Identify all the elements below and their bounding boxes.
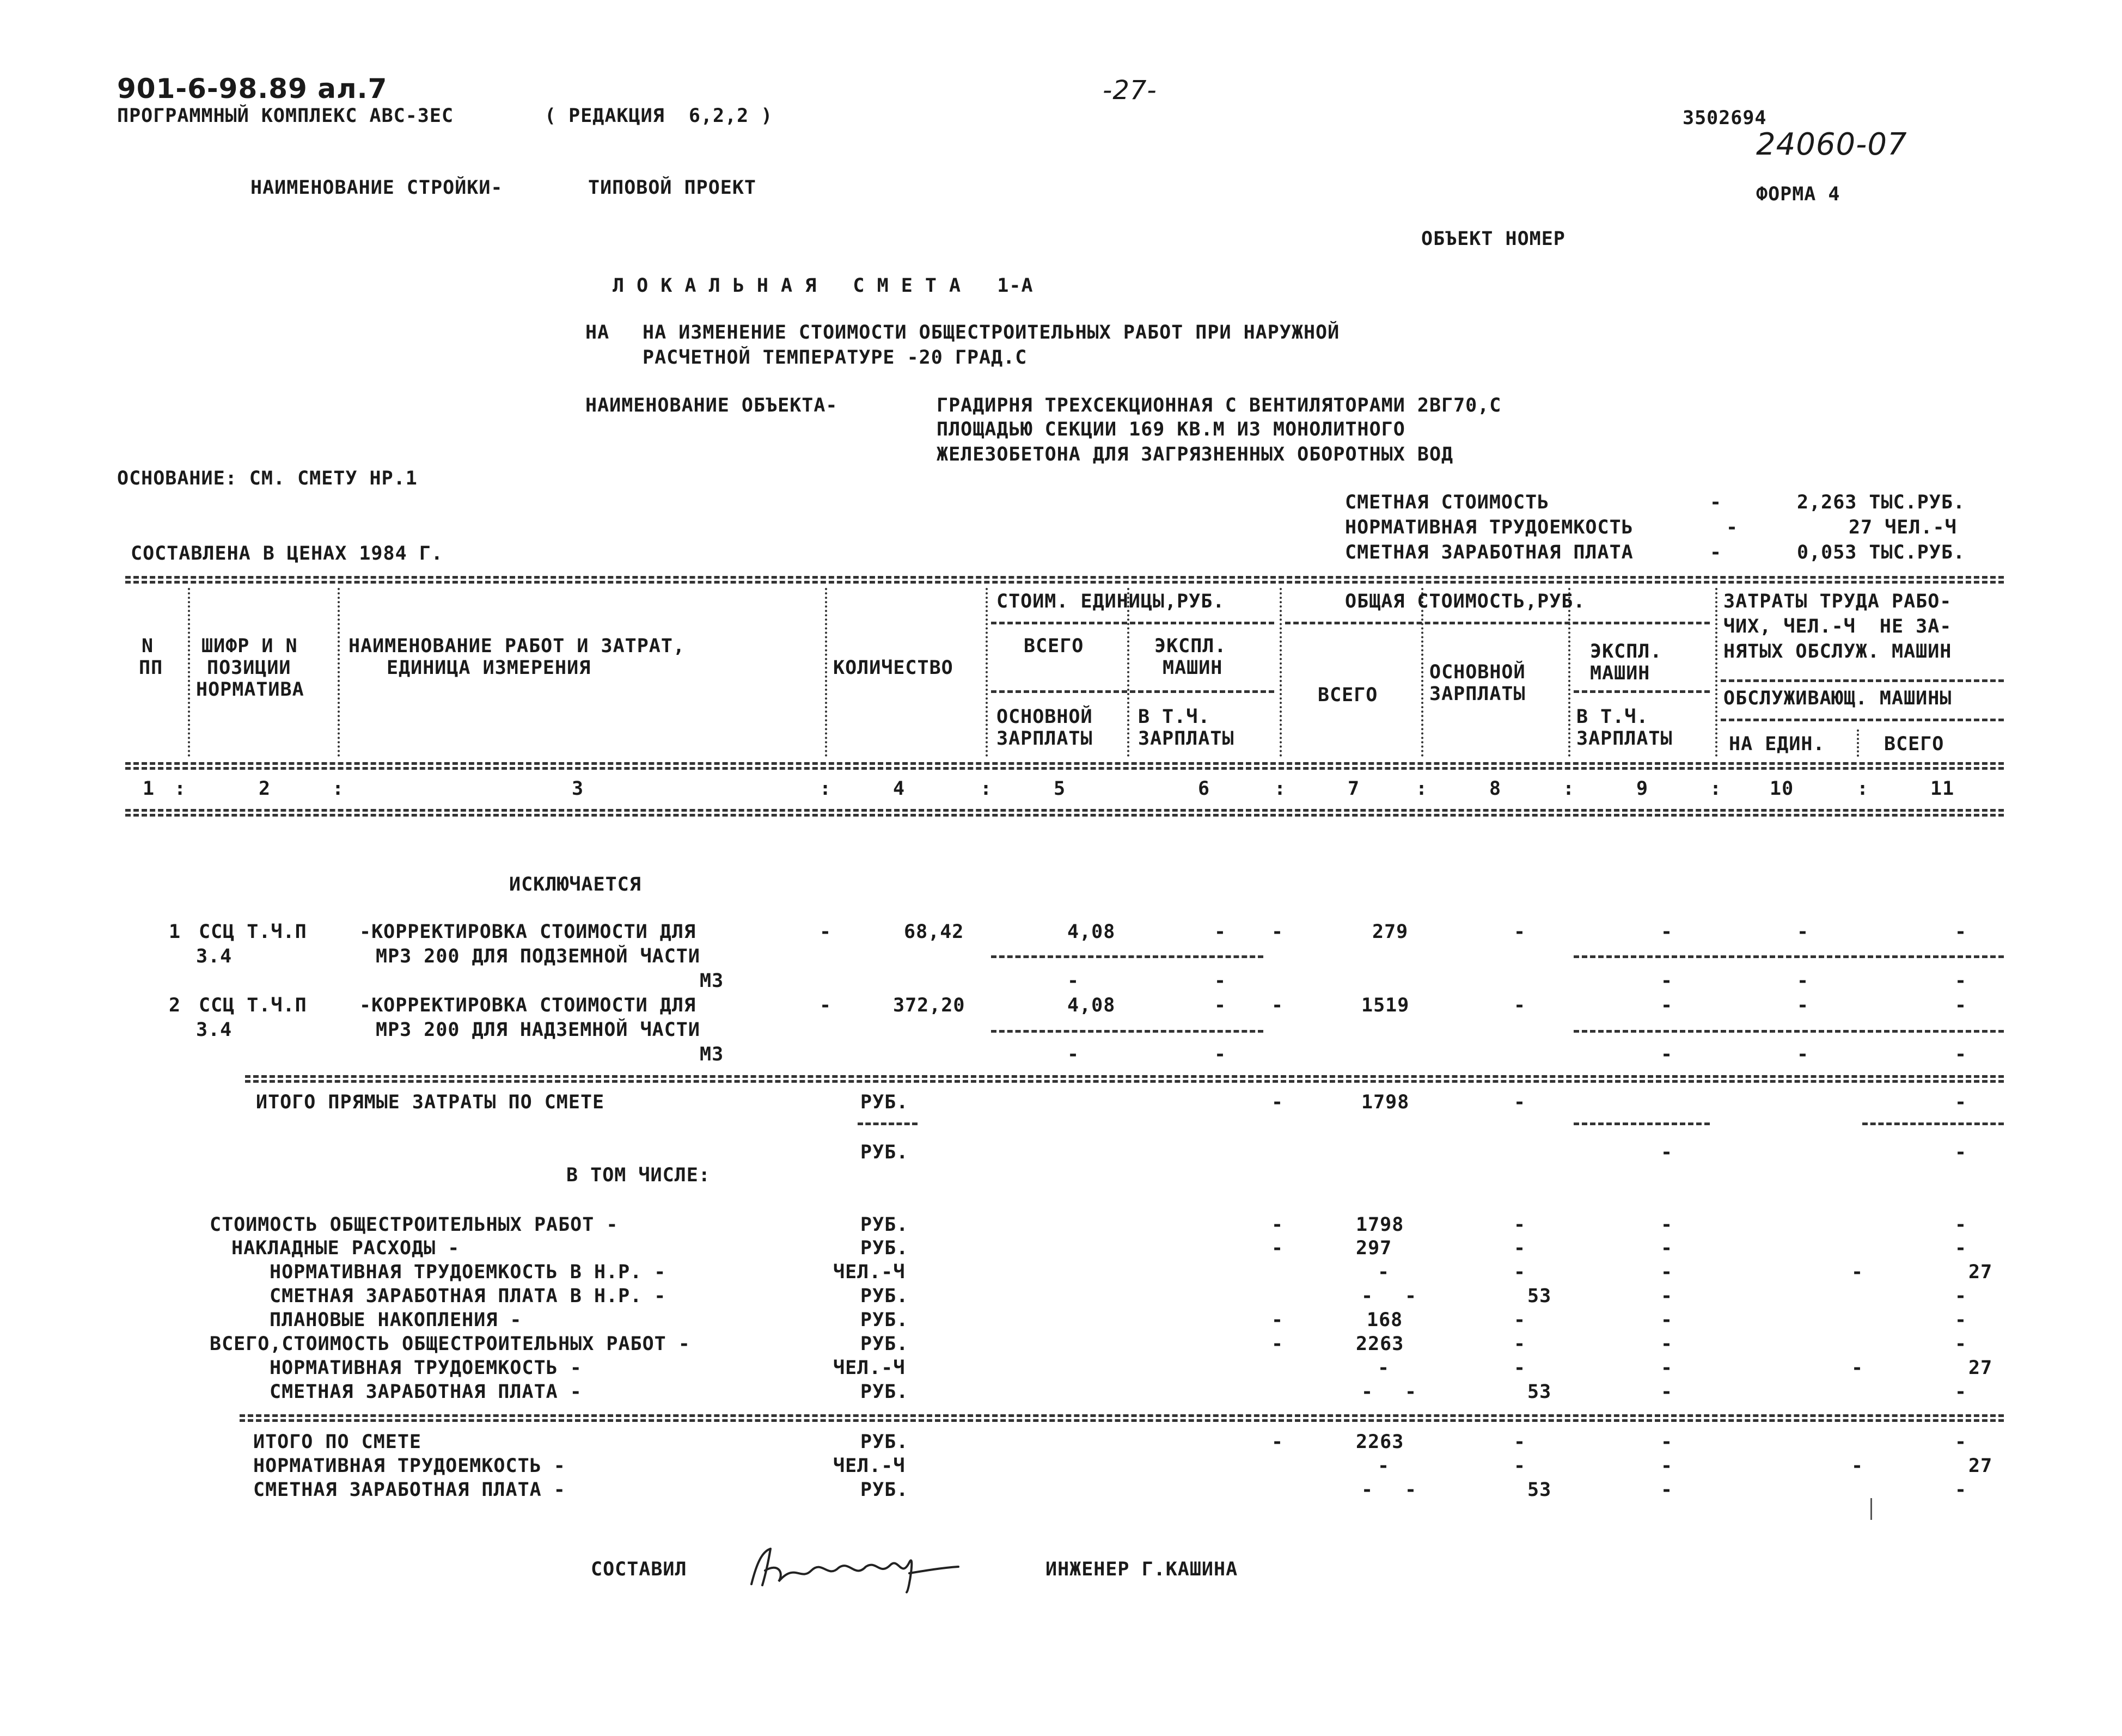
dash: - (1271, 921, 1284, 943)
including-title: В ТОМ ЧИСЛЕ: (566, 1164, 711, 1186)
dash: - (1514, 1237, 1526, 1259)
labor-header-1: ЗАТРАТЫ ТРУДА РАБО- (1723, 591, 1952, 612)
breakdown-total: 297 (1356, 1237, 1392, 1259)
item-1-unit-cost: 4,08 (1067, 921, 1116, 943)
dash: - (1271, 1333, 1284, 1355)
labor-sub-rule (1721, 679, 2004, 682)
dash: - (1661, 970, 1673, 992)
total-cost-group-rule (1285, 622, 1710, 624)
col-sep: : (1274, 778, 1287, 800)
col-divider (1857, 729, 1859, 757)
estimate-title: Л О К А Л Ь Н А Я С М Е Т А 1-А (613, 275, 1034, 297)
header-bottom-rule (125, 762, 2004, 765)
unit-rule (858, 1122, 918, 1125)
dash: - (1851, 1357, 1864, 1379)
dash: - (1797, 995, 1809, 1016)
row-rule (1574, 1030, 2004, 1033)
dash: - (1361, 1381, 1374, 1403)
dash: - (1955, 1309, 1967, 1331)
totals-unit: ЧЕЛ.-Ч (833, 1455, 906, 1477)
table-top-rule-2 (125, 581, 2004, 584)
summary-cost-value: 2,263 ТЫС.РУБ. (1797, 492, 1966, 513)
item-2-unit-cost: 4,08 (1067, 995, 1116, 1016)
total-machine-sub-rule (1574, 690, 1710, 693)
dash: - (1661, 1381, 1673, 1403)
direct-costs-total: 1798 (1361, 1091, 1410, 1113)
object-label: НАИМЕНОВАНИЕ ОБЪЕКТА- (585, 395, 838, 416)
col-number-1: 1 (143, 778, 155, 800)
item-2-quantity: 372,20 (893, 995, 965, 1016)
total-cost-header: ОБЩАЯ СТОИМОСТЬ,РУБ. (1345, 591, 1586, 612)
breakdown-labor: 27 (1968, 1357, 1993, 1379)
page-number: -27- (1103, 75, 1157, 106)
dash: - (1661, 1479, 1673, 1501)
colnum-bottom-rule-2 (125, 814, 2004, 817)
dash: - (1378, 1261, 1390, 1283)
col-sep: : (332, 778, 345, 800)
row-rule (991, 1030, 1263, 1033)
totals-label: ИТОГО ПО СМЕТЕ (253, 1431, 422, 1453)
subject-line-2: РАСЧЕТНОЙ ТЕМПЕРАТУРЕ -20 ГРАД.С (643, 347, 1028, 369)
program-name: ПРОГРАММНЫЙ КОМПЛЕКС АВС-3ЕС (117, 105, 454, 127)
object-line-1: ГРАДИРНЯ ТРЕХСЕКЦИОННАЯ С ВЕНТИЛЯТОРАМИ 2ВГ70,С (937, 395, 1502, 416)
item-1-name-2: МРЗ 200 ДЛЯ ПОДЗЕМНОЙ ЧАСТИ (376, 946, 700, 967)
breakdown-unit: РУБ. (860, 1214, 909, 1236)
engineer-name: ИНЖЕНЕР Г.КАШИНА (1045, 1559, 1238, 1580)
dash: - (820, 921, 832, 943)
dash: - (1851, 1261, 1864, 1283)
dash: - (1271, 1431, 1284, 1453)
dash: - (1661, 1214, 1673, 1236)
totals-labor: 27 (1968, 1455, 1993, 1477)
dash: - (1955, 1237, 1967, 1259)
unit-incl-wages-header-2: ЗАРПЛАТЫ (1138, 728, 1234, 750)
unit-wages-header-2: ЗАРПЛАТЫ (996, 728, 1093, 750)
dash: - (1361, 1285, 1374, 1307)
doc-code: 901-6-98.89 ал.7 (117, 73, 388, 105)
dash: - (1661, 1333, 1673, 1355)
col-number-10: 10 (1770, 778, 1794, 800)
summary-labor-value: 27 ЧЕЛ.-Ч (1849, 517, 1957, 538)
dash: - (1514, 995, 1526, 1016)
total-machines-header-1: ЭКСПЛ. (1590, 641, 1662, 662)
dash: - (1955, 1285, 1967, 1307)
col-number-7: 7 (1348, 778, 1360, 800)
col1-header-1: N (142, 635, 154, 657)
summary-cost-label: СМЕТНАЯ СТОИМОСТЬ (1345, 492, 1550, 513)
totals-wages: 53 (1527, 1479, 1552, 1501)
col2-header-3: НОРМАТИВА (196, 679, 304, 701)
row-rule (991, 955, 1263, 958)
item-1-number: 1 (169, 921, 181, 943)
item-1-total: 279 (1372, 921, 1409, 943)
col-sep: : (980, 778, 993, 800)
object-line-3: ЖЕЛЕЗОБЕТОНА ДЛЯ ЗАГРЯЗНЕННЫХ ОБОРОТНЫХ ВОД (937, 444, 1454, 465)
item-1-code: ССЦ Т.Ч.П (199, 921, 307, 943)
unit-machines-header-2: МАШИН (1163, 657, 1223, 679)
col-divider (338, 588, 340, 757)
labor-sub-rule-2 (1721, 719, 2004, 721)
breakdown-labor: 27 (1968, 1261, 1993, 1283)
col-divider (1127, 588, 1129, 757)
dash: - (1955, 1431, 1967, 1453)
summary-labor-dash: - (1726, 517, 1739, 538)
unit-cost-group-rule (991, 622, 1274, 624)
breakdown-bottom-rule (240, 1414, 2004, 1417)
subject-line-1: НА ИЗМЕНЕНИЕ СТОИМОСТИ ОБЩЕСТРОИТЕЛЬНЫХ РАБОТ ПРИ НАРУЖНОЙ (643, 322, 1340, 343)
dash: - (1214, 921, 1227, 943)
item-2-name: -КОРРЕКТИРОВКА СТОИМОСТИ ДЛЯ (359, 995, 696, 1016)
items-bottom-rule-2 (245, 1080, 2004, 1083)
pen-mark (1870, 1498, 1872, 1520)
direct-costs-label: ИТОГО ПРЯМЫЕ ЗАТРАТЫ ПО СМЕТЕ (256, 1091, 605, 1113)
breakdown-label: НОРМАТИВНАЯ ТРУДОЕМКОСТЬ - (270, 1357, 582, 1379)
dash: - (1271, 1214, 1284, 1236)
total-incl-wages-header-2: ЗАРПЛАТЫ (1576, 728, 1673, 750)
breakdown-unit: ЧЕЛ.-Ч (833, 1261, 906, 1283)
dash: - (1514, 1455, 1526, 1477)
dash: - (1378, 1357, 1390, 1379)
unit-cost-header: СТОИМ. ЕДИНИЦЫ,РУБ. (996, 591, 1225, 612)
item-2-code-position: 3.4 (196, 1019, 233, 1041)
col-divider (825, 588, 827, 757)
unit-total-header: ВСЕГО (1024, 635, 1084, 657)
row-rule (1574, 955, 2004, 958)
dash: - (1271, 1091, 1284, 1113)
item-1-unit: М3 (700, 970, 724, 992)
summary-wages-label: СМЕТНАЯ ЗАРАБОТНАЯ ПЛАТА (1345, 542, 1634, 563)
dash: - (1661, 1431, 1673, 1453)
direct-costs-unit: РУБ. (860, 1091, 909, 1113)
dash: - (1955, 1091, 1967, 1113)
dash: - (1661, 995, 1673, 1016)
dash: - (1405, 1479, 1417, 1501)
items-bottom-rule (245, 1075, 2004, 1078)
dash: - (820, 995, 832, 1016)
dash: - (1514, 1357, 1526, 1379)
total-wages-header-2: ЗАРПЛАТЫ (1429, 683, 1526, 705)
breakdown-label: НОРМАТИВНАЯ ТРУДОЕМКОСТЬ В Н.Р. - (270, 1261, 666, 1283)
totals-total: 2263 (1356, 1431, 1404, 1453)
breakdown-total: 168 (1367, 1309, 1403, 1331)
breakdown-label: СМЕТНАЯ ЗАРАБОТНАЯ ПЛАТА В Н.Р. - (270, 1285, 666, 1307)
breakdown-wages: 53 (1527, 1381, 1552, 1403)
breakdown-bottom-rule-2 (240, 1419, 2004, 1422)
dash: - (1955, 1333, 1967, 1355)
dash: - (1661, 1142, 1673, 1163)
object-line-2: ПЛОЩАДЬЮ СЕКЦИИ 169 КВ.М ИЗ МОНОЛИТНОГО (937, 419, 1405, 440)
col-sep: : (820, 778, 832, 800)
unit-incl-wages-header-1: В Т.Ч. (1138, 706, 1210, 728)
dash: - (1214, 995, 1227, 1016)
summary-wages-value: 0,053 ТЫС.РУБ. (1797, 542, 1966, 563)
totals-label: НОРМАТИВНАЯ ТРУДОЕМКОСТЬ - (253, 1455, 566, 1477)
dash: - (1661, 1309, 1673, 1331)
col-number-5: 5 (1054, 778, 1066, 800)
breakdown-unit: РУБ. (860, 1333, 909, 1355)
breakdown-unit: РУБ. (860, 1237, 909, 1259)
dash: - (1271, 1237, 1284, 1259)
labor-header-3: НЯТЫХ ОБСЛУЖ. МАШИН (1723, 641, 1952, 662)
dash: - (1797, 921, 1809, 943)
dash: - (1955, 1381, 1967, 1403)
signature-icon (746, 1541, 964, 1595)
direct-costs-unit-2: РУБ. (860, 1142, 909, 1163)
code-stamp: 3502694 (1683, 107, 1767, 129)
breakdown-total: 1798 (1356, 1214, 1404, 1236)
dash: - (1378, 1455, 1390, 1477)
form-label: ФОРМА 4 (1756, 183, 1840, 205)
dash: - (1514, 1091, 1526, 1113)
breakdown-wages: 53 (1527, 1285, 1552, 1307)
construction-value: ТИПОВОЙ ПРОЕКТ (588, 177, 757, 199)
col-number-4: 4 (893, 778, 906, 800)
breakdown-unit: ЧЕЛ.-Ч (833, 1357, 906, 1379)
dash: - (1661, 1285, 1673, 1307)
col3-header-1: НАИМЕНОВАНИЕ РАБОТ И ЗАТРАТ, (348, 635, 686, 657)
item-2-total: 1519 (1361, 995, 1410, 1016)
totals-label: СМЕТНАЯ ЗАРАБОТНАЯ ПЛАТА - (253, 1479, 566, 1501)
row-rule (1574, 1122, 1710, 1125)
construction-label: НАИМЕНОВАНИЕ СТРОЙКИ- (250, 177, 503, 199)
col-number-3: 3 (572, 778, 584, 800)
dash: - (1955, 970, 1967, 992)
totals-unit: РУБ. (860, 1479, 909, 1501)
header-bottom-rule-2 (125, 767, 2004, 770)
dash: - (1271, 1309, 1284, 1331)
col2-header-1: ШИФР И N (201, 635, 298, 657)
col-sep: : (1416, 778, 1428, 800)
row-rule (1862, 1122, 2004, 1125)
dash: - (1514, 1261, 1526, 1283)
dash: - (1514, 1214, 1526, 1236)
dash: - (1067, 1044, 1080, 1065)
subject-label: НА (585, 322, 610, 343)
dash: - (1661, 1237, 1673, 1259)
summary-cost-dash: - (1710, 492, 1722, 513)
compiled-by-label: СОСТАВИЛ (591, 1559, 687, 1580)
object-number-label: ОБЪЕКТ НОМЕР (1421, 228, 1565, 250)
breakdown-label: СТОИМОСТЬ ОБЩЕСТРОИТЕЛЬНЫХ РАБОТ - (210, 1214, 619, 1236)
total-total-header: ВСЕГО (1318, 684, 1378, 706)
col-sep: : (1857, 778, 1869, 800)
price-level: СОСТАВЛЕНА В ЦЕНАХ 1984 Г. (131, 543, 443, 565)
basis: ОСНОВАНИЕ: СМ. СМЕТУ НР.1 (117, 468, 418, 489)
dash: - (1661, 921, 1673, 943)
dash: - (1955, 1479, 1967, 1501)
dash: - (1661, 1455, 1673, 1477)
unit-machines-header-1: ЭКСПЛ. (1154, 635, 1227, 657)
program-edition: ( РЕДАКЦИЯ 6,2,2 ) (545, 105, 773, 127)
item-2-unit: М3 (700, 1044, 724, 1065)
col-sep: : (1710, 778, 1722, 800)
breakdown-unit: РУБ. (860, 1285, 909, 1307)
breakdown-label: ВСЕГО,СТОИМОСТЬ ОБЩЕСТРОИТЕЛЬНЫХ РАБОТ - (210, 1333, 690, 1355)
item-2-name-2: МРЗ 200 ДЛЯ НАДЗЕМНОЙ ЧАСТИ (376, 1019, 700, 1041)
dash: - (1514, 1309, 1526, 1331)
col-divider (1280, 588, 1282, 757)
colnum-bottom-rule (125, 809, 2004, 812)
item-2-number: 2 (169, 995, 181, 1016)
item-1-quantity: 68,42 (904, 921, 964, 943)
col-number-2: 2 (259, 778, 271, 800)
breakdown-label: СМЕТНАЯ ЗАРАБОТНАЯ ПЛАТА - (270, 1381, 582, 1403)
dash: - (1955, 1044, 1967, 1065)
total-machines-header-2: МАШИН (1590, 662, 1650, 684)
dash: - (1851, 1455, 1864, 1477)
col-divider (1421, 588, 1423, 757)
dash: - (1214, 970, 1227, 992)
labor-header-2: ЧИХ, ЧЕЛ.-Ч НЕ ЗА- (1723, 616, 1952, 637)
breakdown-unit: РУБ. (860, 1381, 909, 1403)
dash: - (1361, 1479, 1374, 1501)
breakdown-label: НАКЛАДНЫЕ РАСХОДЫ - (231, 1237, 460, 1259)
col4-header: КОЛИЧЕСТВО (833, 657, 953, 679)
col-sep: : (174, 778, 187, 800)
dash: - (1405, 1381, 1417, 1403)
col-divider (986, 588, 988, 757)
dash: - (1955, 1142, 1967, 1163)
table-top-rule (125, 576, 2004, 579)
labor-total-header: ВСЕГО (1884, 733, 1944, 755)
unit-cost-sub-rule (991, 690, 1274, 693)
col-divider (1568, 588, 1570, 757)
dash: - (1405, 1285, 1417, 1307)
dash: - (1271, 995, 1284, 1016)
dash: - (1661, 1357, 1673, 1379)
labor-sub-header: ОБСЛУЖИВАЮЩ. МАШИНЫ (1723, 688, 1952, 709)
dash: - (1955, 995, 1967, 1016)
breakdown-total: 2263 (1356, 1333, 1404, 1355)
summary-labor-label: НОРМАТИВНАЯ ТРУДОЕМКОСТЬ (1345, 517, 1634, 538)
breakdown-unit: РУБ. (860, 1309, 909, 1331)
col-number-8: 8 (1489, 778, 1502, 800)
dash: - (1797, 1044, 1809, 1065)
col3-header-2: ЕДИНИЦА ИЗМЕРЕНИЯ (387, 657, 591, 679)
dash: - (1514, 921, 1526, 943)
col-divider (1715, 588, 1717, 757)
col1-header-2: ПП (139, 657, 163, 679)
dash: - (1214, 1044, 1227, 1065)
totals-unit: РУБ. (860, 1431, 909, 1453)
col-sep: : (1563, 778, 1575, 800)
dash: - (1514, 1333, 1526, 1355)
total-incl-wages-header-1: В Т.Ч. (1576, 706, 1649, 728)
dash: - (1514, 1431, 1526, 1453)
labor-unit-header: НА ЕДИН. (1729, 733, 1825, 755)
dash: - (1661, 1044, 1673, 1065)
item-1-name: -КОРРЕКТИРОВКА СТОИМОСТИ ДЛЯ (359, 921, 696, 943)
col-number-9: 9 (1636, 778, 1649, 800)
total-wages-header-1: ОСНОВНОЙ (1429, 661, 1526, 683)
col-number-6: 6 (1198, 778, 1210, 800)
col-number-11: 11 (1930, 778, 1955, 800)
col2-header-2: ПОЗИЦИИ (207, 657, 291, 679)
code-handwritten: 24060-07 (1756, 127, 1907, 162)
summary-wages-dash: - (1710, 542, 1722, 563)
item-2-code: ССЦ Т.Ч.П (199, 995, 307, 1016)
dash: - (1661, 1261, 1673, 1283)
dash: - (1067, 970, 1080, 992)
item-1-code-position: 3.4 (196, 946, 233, 967)
dash: - (1955, 921, 1967, 943)
section-title: ИСКЛЮЧАЕТСЯ (509, 874, 641, 895)
unit-wages-header-1: ОСНОВНОЙ (996, 706, 1093, 728)
dash: - (1955, 1214, 1967, 1236)
dash: - (1797, 970, 1809, 992)
breakdown-label: ПЛАНОВЫЕ НАКОПЛЕНИЯ - (270, 1309, 522, 1331)
col-divider (188, 588, 190, 757)
